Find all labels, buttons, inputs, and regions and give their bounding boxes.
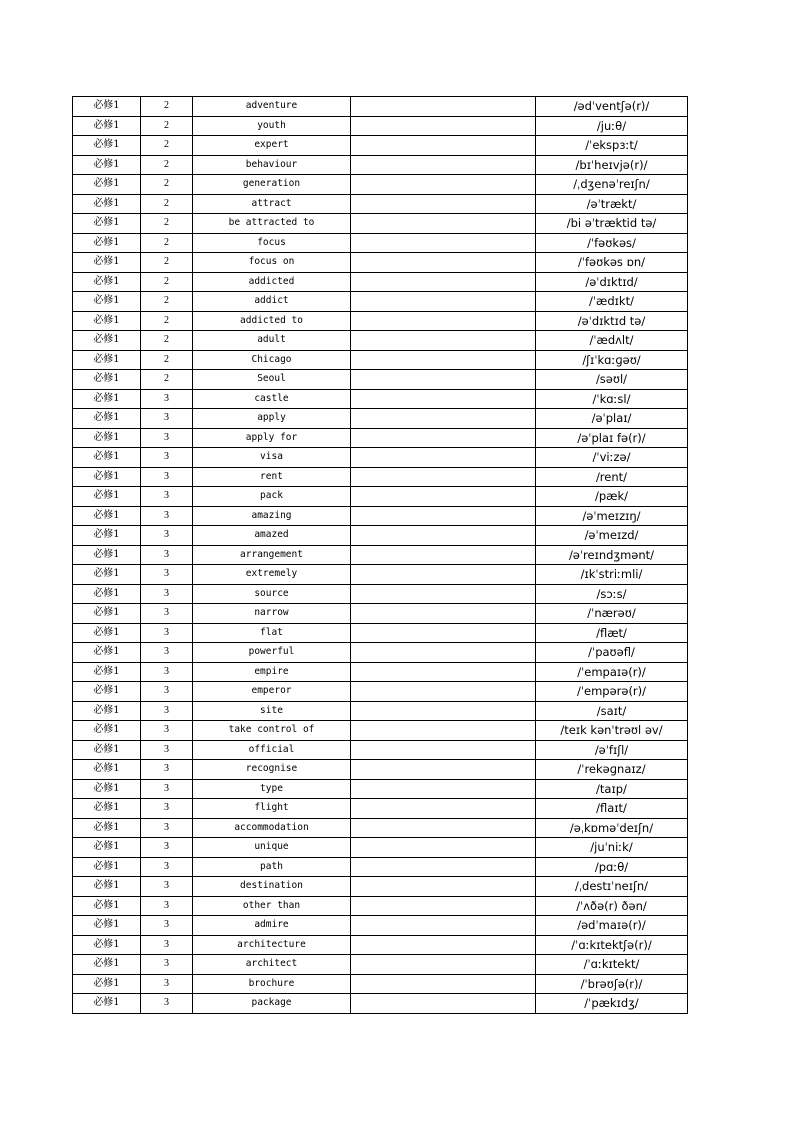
- meaning-cell: [351, 370, 536, 390]
- word-cell: adventure: [193, 97, 351, 117]
- unit-cell: 2: [141, 116, 193, 136]
- word-cell: path: [193, 857, 351, 877]
- table-row: [73, 838, 688, 858]
- word-cell: amazing: [193, 506, 351, 526]
- phonetic-cell: /ˈfəʊkəs ɒn/: [536, 253, 688, 273]
- unit-cell: 3: [141, 974, 193, 994]
- table-row: [73, 448, 688, 468]
- table-row: [73, 779, 688, 799]
- unit-cell: 3: [141, 604, 193, 624]
- book-cell: 必修1: [73, 97, 141, 117]
- table-row: [73, 350, 688, 370]
- phonetic-cell: /taɪp/: [536, 779, 688, 799]
- table-row: [73, 506, 688, 526]
- word-cell: rent: [193, 467, 351, 487]
- meaning-cell: [351, 662, 536, 682]
- phonetic-cell: /ˈempaɪə(r)/: [536, 662, 688, 682]
- unit-cell: 3: [141, 701, 193, 721]
- meaning-cell: [351, 331, 536, 351]
- word-cell: adult: [193, 331, 351, 351]
- table-row: [73, 487, 688, 507]
- phonetic-cell: /əˈplaɪ/: [536, 409, 688, 429]
- phonetic-cell: /juːθ/: [536, 116, 688, 136]
- unit-cell: 3: [141, 779, 193, 799]
- phonetic-cell: /ˈædɪkt/: [536, 292, 688, 312]
- vocabulary-table-body: [73, 97, 688, 1014]
- table-row: [73, 526, 688, 546]
- word-cell: source: [193, 584, 351, 604]
- word-cell: package: [193, 994, 351, 1014]
- book-cell: 必修1: [73, 760, 141, 780]
- phonetic-cell: /flaɪt/: [536, 799, 688, 819]
- book-cell: 必修1: [73, 740, 141, 760]
- word-cell: architect: [193, 955, 351, 975]
- book-cell: 必修1: [73, 311, 141, 331]
- unit-cell: 3: [141, 994, 193, 1014]
- word-cell: site: [193, 701, 351, 721]
- unit-cell: 3: [141, 916, 193, 936]
- meaning-cell: [351, 955, 536, 975]
- book-cell: 必修1: [73, 409, 141, 429]
- phonetic-cell: /ˈkɑːsl/: [536, 389, 688, 409]
- phonetic-cell: /ˈviːzə/: [536, 448, 688, 468]
- meaning-cell: [351, 272, 536, 292]
- unit-cell: 2: [141, 370, 193, 390]
- unit-cell: 2: [141, 175, 193, 195]
- word-cell: be attracted to: [193, 214, 351, 234]
- word-cell: emperor: [193, 682, 351, 702]
- table-row: [73, 116, 688, 136]
- meaning-cell: [351, 896, 536, 916]
- word-cell: flat: [193, 623, 351, 643]
- word-cell: addict: [193, 292, 351, 312]
- phonetic-cell: /əˈplaɪ fə(r)/: [536, 428, 688, 448]
- phonetic-cell: /ˈempərə(r)/: [536, 682, 688, 702]
- phonetic-cell: /ˈekspɜːt/: [536, 136, 688, 156]
- table-row: [73, 214, 688, 234]
- table-row: [73, 370, 688, 390]
- book-cell: 必修1: [73, 779, 141, 799]
- meaning-cell: [351, 584, 536, 604]
- phonetic-cell: /ˌdʒenəˈreɪʃn/: [536, 175, 688, 195]
- word-cell: amazed: [193, 526, 351, 546]
- unit-cell: 3: [141, 935, 193, 955]
- word-cell: arrangement: [193, 545, 351, 565]
- table-row: [73, 896, 688, 916]
- word-cell: castle: [193, 389, 351, 409]
- phonetic-cell: /əˈmeɪzd/: [536, 526, 688, 546]
- meaning-cell: [351, 233, 536, 253]
- book-cell: 必修1: [73, 584, 141, 604]
- unit-cell: 3: [141, 896, 193, 916]
- unit-cell: 3: [141, 565, 193, 585]
- table-row: [73, 857, 688, 877]
- book-cell: 必修1: [73, 818, 141, 838]
- table-row: [73, 955, 688, 975]
- phonetic-cell: /ədˈmaɪə(r)/: [536, 916, 688, 936]
- book-cell: 必修1: [73, 233, 141, 253]
- phonetic-cell: /bɪˈheɪvjə(r)/: [536, 155, 688, 175]
- unit-cell: 3: [141, 740, 193, 760]
- word-cell: apply for: [193, 428, 351, 448]
- unit-cell: 2: [141, 331, 193, 351]
- word-cell: brochure: [193, 974, 351, 994]
- phonetic-cell: /ˈbrəʊʃə(r)/: [536, 974, 688, 994]
- word-cell: addicted to: [193, 311, 351, 331]
- meaning-cell: [351, 838, 536, 858]
- meaning-cell: [351, 565, 536, 585]
- meaning-cell: [351, 760, 536, 780]
- meaning-cell: [351, 643, 536, 663]
- meaning-cell: [351, 877, 536, 897]
- unit-cell: 3: [141, 662, 193, 682]
- meaning-cell: [351, 994, 536, 1014]
- unit-cell: 3: [141, 584, 193, 604]
- table-row: [73, 467, 688, 487]
- unit-cell: 2: [141, 194, 193, 214]
- meaning-cell: [351, 682, 536, 702]
- unit-cell: 2: [141, 97, 193, 117]
- meaning-cell: [351, 428, 536, 448]
- meaning-cell: [351, 253, 536, 273]
- unit-cell: 2: [141, 253, 193, 273]
- word-cell: Seoul: [193, 370, 351, 390]
- unit-cell: 3: [141, 857, 193, 877]
- table-row: [73, 994, 688, 1014]
- table-row: [73, 623, 688, 643]
- book-cell: 必修1: [73, 467, 141, 487]
- meaning-cell: [351, 545, 536, 565]
- book-cell: 必修1: [73, 721, 141, 741]
- table-row: [73, 272, 688, 292]
- word-cell: visa: [193, 448, 351, 468]
- book-cell: 必修1: [73, 526, 141, 546]
- table-row: [73, 701, 688, 721]
- table-row: [73, 974, 688, 994]
- meaning-cell: [351, 214, 536, 234]
- phonetic-cell: /ˌdestɪˈneɪʃn/: [536, 877, 688, 897]
- phonetic-cell: /bi əˈtræktid tə/: [536, 214, 688, 234]
- meaning-cell: [351, 389, 536, 409]
- table-row: [73, 818, 688, 838]
- book-cell: 必修1: [73, 799, 141, 819]
- phonetic-cell: /ˈnærəʊ/: [536, 604, 688, 624]
- word-cell: destination: [193, 877, 351, 897]
- book-cell: 必修1: [73, 623, 141, 643]
- unit-cell: 3: [141, 487, 193, 507]
- unit-cell: 3: [141, 389, 193, 409]
- phonetic-cell: /rent/: [536, 467, 688, 487]
- phonetic-cell: /ˈɑːkɪtekt/: [536, 955, 688, 975]
- word-cell: unique: [193, 838, 351, 858]
- table-row: [73, 877, 688, 897]
- book-cell: 必修1: [73, 487, 141, 507]
- phonetic-cell: /ədˈventʃə(r)/: [536, 97, 688, 117]
- word-cell: behaviour: [193, 155, 351, 175]
- unit-cell: 3: [141, 760, 193, 780]
- phonetic-cell: /əˈdɪktɪd/: [536, 272, 688, 292]
- word-cell: pack: [193, 487, 351, 507]
- table-row: [73, 311, 688, 331]
- word-cell: admire: [193, 916, 351, 936]
- table-row: [73, 565, 688, 585]
- book-cell: 必修1: [73, 214, 141, 234]
- word-cell: recognise: [193, 760, 351, 780]
- meaning-cell: [351, 974, 536, 994]
- book-cell: 必修1: [73, 682, 141, 702]
- phonetic-cell: /ˈɑːkɪtektʃə(r)/: [536, 935, 688, 955]
- meaning-cell: [351, 506, 536, 526]
- book-cell: 必修1: [73, 253, 141, 273]
- book-cell: 必修1: [73, 857, 141, 877]
- book-cell: 必修1: [73, 662, 141, 682]
- meaning-cell: [351, 97, 536, 117]
- unit-cell: 3: [141, 877, 193, 897]
- meaning-cell: [351, 604, 536, 624]
- meaning-cell: [351, 409, 536, 429]
- meaning-cell: [351, 136, 536, 156]
- book-cell: 必修1: [73, 994, 141, 1014]
- unit-cell: 3: [141, 838, 193, 858]
- phonetic-cell: /teɪk kənˈtrəʊl əv/: [536, 721, 688, 741]
- word-cell: flight: [193, 799, 351, 819]
- table-row: [73, 292, 688, 312]
- book-cell: 必修1: [73, 506, 141, 526]
- table-row: [73, 136, 688, 156]
- meaning-cell: [351, 194, 536, 214]
- table-row: [73, 721, 688, 741]
- table-row: [73, 643, 688, 663]
- unit-cell: 2: [141, 292, 193, 312]
- word-cell: generation: [193, 175, 351, 195]
- phonetic-cell: /saɪt/: [536, 701, 688, 721]
- book-cell: 必修1: [73, 974, 141, 994]
- book-cell: 必修1: [73, 292, 141, 312]
- book-cell: 必修1: [73, 350, 141, 370]
- meaning-cell: [351, 467, 536, 487]
- phonetic-cell: /ɪkˈstriːmli/: [536, 565, 688, 585]
- unit-cell: 3: [141, 623, 193, 643]
- table-row: [73, 175, 688, 195]
- table-row: [73, 760, 688, 780]
- unit-cell: 3: [141, 409, 193, 429]
- unit-cell: 3: [141, 799, 193, 819]
- unit-cell: 3: [141, 643, 193, 663]
- word-cell: focus on: [193, 253, 351, 273]
- book-cell: 必修1: [73, 701, 141, 721]
- unit-cell: 3: [141, 545, 193, 565]
- meaning-cell: [351, 116, 536, 136]
- table-row: [73, 97, 688, 117]
- phonetic-cell: /əˈmeɪzɪŋ/: [536, 506, 688, 526]
- word-cell: extremely: [193, 565, 351, 585]
- phonetic-cell: /ˈpaʊəfl/: [536, 643, 688, 663]
- table-row: [73, 233, 688, 253]
- word-cell: other than: [193, 896, 351, 916]
- word-cell: focus: [193, 233, 351, 253]
- table-row: [73, 740, 688, 760]
- meaning-cell: [351, 448, 536, 468]
- meaning-cell: [351, 916, 536, 936]
- phonetic-cell: /pæk/: [536, 487, 688, 507]
- meaning-cell: [351, 857, 536, 877]
- phonetic-cell: /ˈpækɪdʒ/: [536, 994, 688, 1014]
- meaning-cell: [351, 740, 536, 760]
- meaning-cell: [351, 799, 536, 819]
- book-cell: 必修1: [73, 136, 141, 156]
- phonetic-cell: /əˈreɪndʒmənt/: [536, 545, 688, 565]
- word-cell: official: [193, 740, 351, 760]
- table-row: [73, 194, 688, 214]
- book-cell: 必修1: [73, 643, 141, 663]
- word-cell: architecture: [193, 935, 351, 955]
- meaning-cell: [351, 818, 536, 838]
- book-cell: 必修1: [73, 155, 141, 175]
- unit-cell: 2: [141, 214, 193, 234]
- unit-cell: 3: [141, 448, 193, 468]
- unit-cell: 3: [141, 682, 193, 702]
- meaning-cell: [351, 721, 536, 741]
- word-cell: addicted: [193, 272, 351, 292]
- book-cell: 必修1: [73, 896, 141, 916]
- word-cell: take control of: [193, 721, 351, 741]
- table-row: [73, 935, 688, 955]
- phonetic-cell: /səʊl/: [536, 370, 688, 390]
- unit-cell: 2: [141, 136, 193, 156]
- book-cell: 必修1: [73, 175, 141, 195]
- phonetic-cell: /ˈrekəɡnaɪz/: [536, 760, 688, 780]
- word-cell: youth: [193, 116, 351, 136]
- meaning-cell: [351, 526, 536, 546]
- meaning-cell: [351, 175, 536, 195]
- word-cell: expert: [193, 136, 351, 156]
- word-cell: accommodation: [193, 818, 351, 838]
- book-cell: 必修1: [73, 428, 141, 448]
- meaning-cell: [351, 155, 536, 175]
- book-cell: 必修1: [73, 370, 141, 390]
- unit-cell: 2: [141, 311, 193, 331]
- table-row: [73, 389, 688, 409]
- phonetic-cell: /ˈʌðə(r) ðən/: [536, 896, 688, 916]
- phonetic-cell: /əˌkɒməˈdeɪʃn/: [536, 818, 688, 838]
- meaning-cell: [351, 487, 536, 507]
- table-row: [73, 916, 688, 936]
- book-cell: 必修1: [73, 116, 141, 136]
- vocabulary-table: [72, 96, 688, 1014]
- book-cell: 必修1: [73, 935, 141, 955]
- book-cell: 必修1: [73, 604, 141, 624]
- unit-cell: 2: [141, 272, 193, 292]
- book-cell: 必修1: [73, 955, 141, 975]
- book-cell: 必修1: [73, 916, 141, 936]
- table-row: [73, 682, 688, 702]
- book-cell: 必修1: [73, 389, 141, 409]
- table-row: [73, 428, 688, 448]
- book-cell: 必修1: [73, 331, 141, 351]
- table-row: [73, 604, 688, 624]
- book-cell: 必修1: [73, 838, 141, 858]
- unit-cell: 3: [141, 818, 193, 838]
- phonetic-cell: /flæt/: [536, 623, 688, 643]
- unit-cell: 3: [141, 526, 193, 546]
- meaning-cell: [351, 779, 536, 799]
- table-row: [73, 155, 688, 175]
- word-cell: powerful: [193, 643, 351, 663]
- table-row: [73, 253, 688, 273]
- unit-cell: 2: [141, 350, 193, 370]
- unit-cell: 3: [141, 506, 193, 526]
- table-row: [73, 331, 688, 351]
- meaning-cell: [351, 292, 536, 312]
- meaning-cell: [351, 623, 536, 643]
- book-cell: 必修1: [73, 565, 141, 585]
- word-cell: narrow: [193, 604, 351, 624]
- phonetic-cell: /əˈtrækt/: [536, 194, 688, 214]
- word-cell: type: [193, 779, 351, 799]
- word-cell: apply: [193, 409, 351, 429]
- phonetic-cell: /ʃɪˈkɑːɡəʊ/: [536, 350, 688, 370]
- phonetic-cell: /pɑːθ/: [536, 857, 688, 877]
- book-cell: 必修1: [73, 194, 141, 214]
- phonetic-cell: /ˈædʌlt/: [536, 331, 688, 351]
- meaning-cell: [351, 311, 536, 331]
- unit-cell: 2: [141, 155, 193, 175]
- book-cell: 必修1: [73, 272, 141, 292]
- phonetic-cell: /əˈdɪktɪd tə/: [536, 311, 688, 331]
- book-cell: 必修1: [73, 448, 141, 468]
- meaning-cell: [351, 350, 536, 370]
- word-cell: empire: [193, 662, 351, 682]
- unit-cell: 2: [141, 233, 193, 253]
- unit-cell: 3: [141, 428, 193, 448]
- meaning-cell: [351, 935, 536, 955]
- phonetic-cell: /əˈfɪʃl/: [536, 740, 688, 760]
- book-cell: 必修1: [73, 877, 141, 897]
- table-row: [73, 545, 688, 565]
- book-cell: 必修1: [73, 545, 141, 565]
- word-cell: Chicago: [193, 350, 351, 370]
- meaning-cell: [351, 701, 536, 721]
- phonetic-cell: /ˈfəʊkəs/: [536, 233, 688, 253]
- unit-cell: 3: [141, 467, 193, 487]
- word-cell: attract: [193, 194, 351, 214]
- table-row: [73, 409, 688, 429]
- phonetic-cell: /sɔːs/: [536, 584, 688, 604]
- unit-cell: 3: [141, 721, 193, 741]
- table-row: [73, 799, 688, 819]
- table-row: [73, 584, 688, 604]
- unit-cell: 3: [141, 955, 193, 975]
- phonetic-cell: /juˈniːk/: [536, 838, 688, 858]
- table-row: [73, 662, 688, 682]
